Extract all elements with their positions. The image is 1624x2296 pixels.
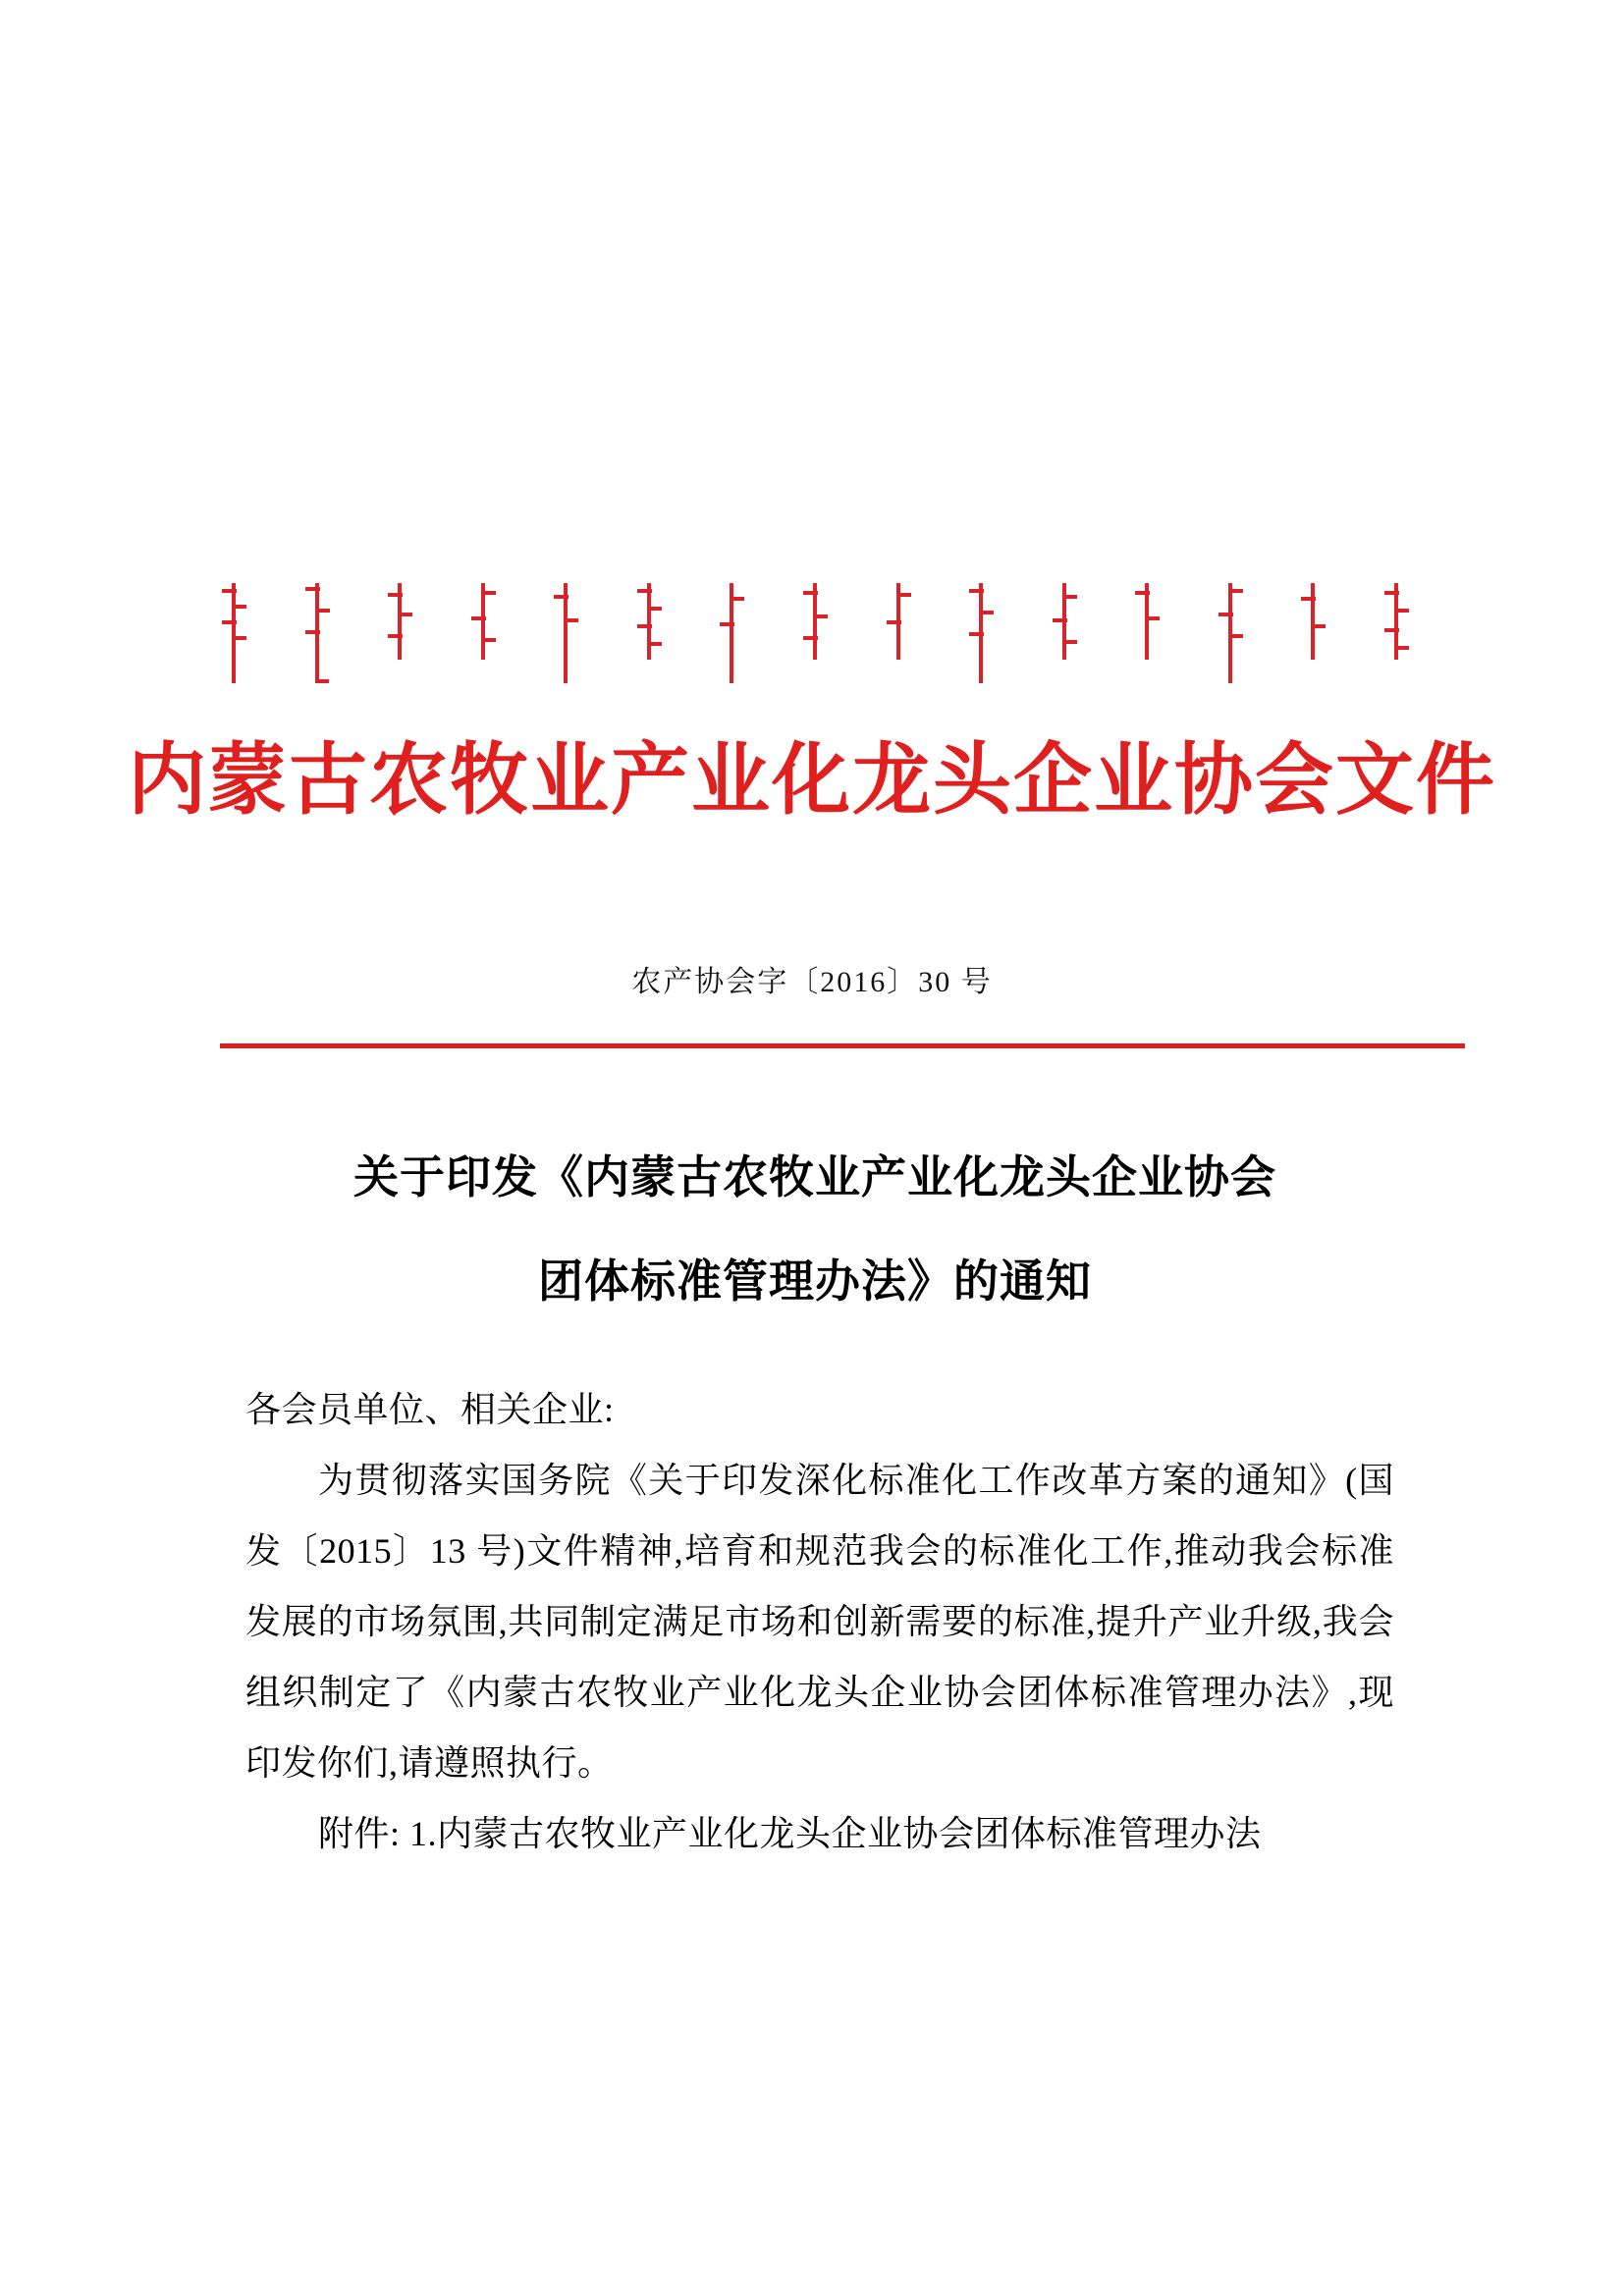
salutation: 各会员单位、相关企业: — [245, 1390, 615, 1429]
mongolian-glyph — [1300, 579, 1326, 697]
mongolian-glyph — [1383, 579, 1409, 697]
mongolian-glyph — [304, 579, 330, 697]
red-separator-rule — [220, 1043, 1465, 1048]
mongolian-glyph — [387, 579, 412, 697]
mongolian-glyph — [1134, 579, 1160, 697]
mongolian-glyph — [968, 579, 994, 697]
mongolian-script-header — [221, 579, 1409, 707]
mongolian-glyph — [719, 579, 744, 697]
title-line-1: 关于印发《内蒙古农牧业产业化龙头企业协会 — [353, 1152, 1276, 1202]
document-body — [245, 1374, 1394, 1869]
attachment-line: 附件: 1.内蒙古农牧业产业化龙头企业协会团体标准管理办法 — [318, 1814, 1262, 1853]
mongolian-glyph — [1052, 579, 1077, 697]
mongolian-glyph — [221, 579, 246, 697]
masthead-title: 内蒙古农牧业产业化龙头企业协会文件 — [128, 738, 1496, 825]
mongolian-glyph — [553, 579, 578, 697]
mongolian-glyph — [470, 579, 496, 697]
page-title — [206, 1139, 1424, 1321]
title-line-2: 团体标准管理办法》的通知 — [538, 1256, 1092, 1307]
mongolian-glyph — [636, 579, 662, 697]
mongolian-glyph — [1218, 579, 1243, 697]
document-number: 农产协会字〔2016〕30 号 — [631, 966, 993, 998]
mongolian-glyph — [802, 579, 828, 697]
mongolian-glyph — [886, 579, 911, 697]
body-paragraph-1: 为贯彻落实国务院《关于印发深化标准化工作改革方案的通知》(国发〔2015〕13 号)文件精神,培育和规范我会的标准化工作,推动我会标准发展的市场氛围,共同制定满足市场和创新需要的标准,提升产业升级,我会组织制定了《内蒙古农牧业产业化龙头企业协会团体标准管理办法》,现印发你们,请遵照执行。 — [245, 1461, 1394, 1783]
